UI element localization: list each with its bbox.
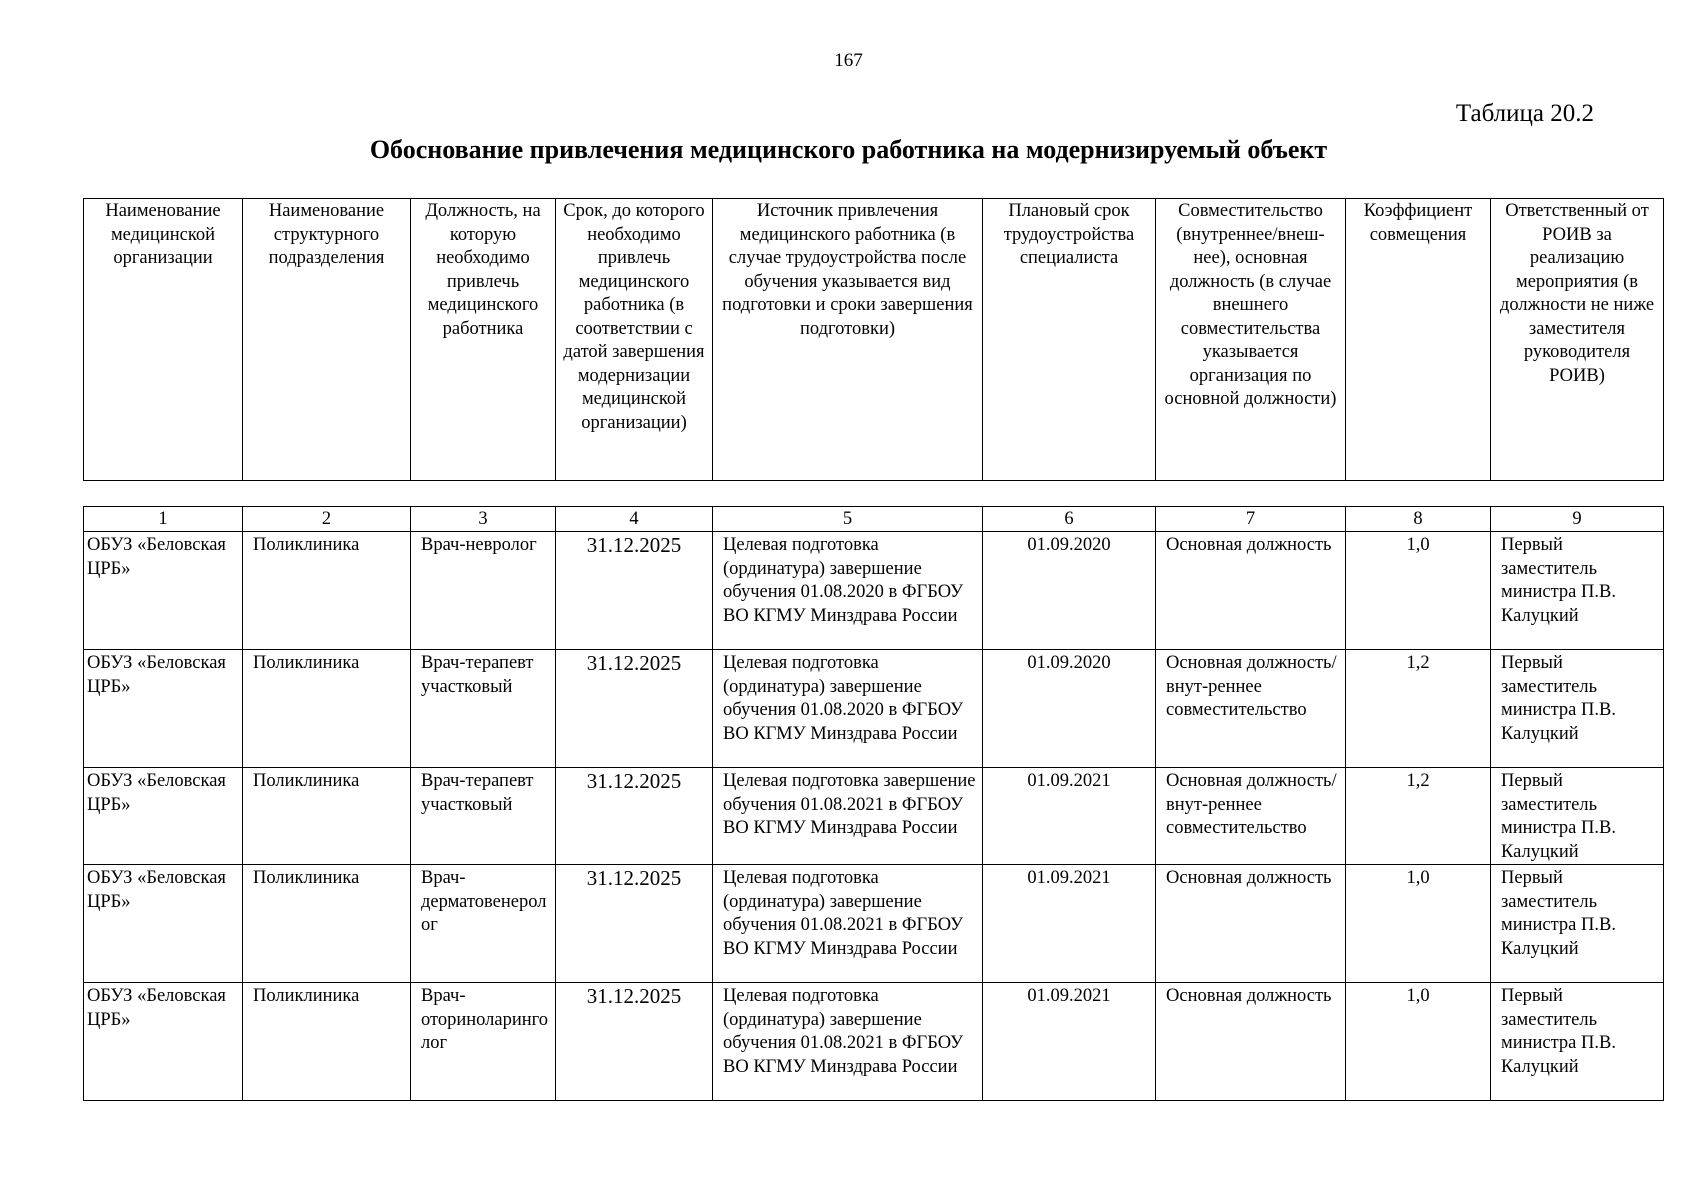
table-row — [84, 768, 1664, 865]
cell-planned-date: 01.09.2021 — [983, 983, 1156, 1101]
header-row — [84, 199, 1664, 481]
header-cell-deadline: Срок, до которого необходимо привлечь медицинского работника (в соответствии с датой завершения модернизации медицинской организации) — [556, 199, 713, 481]
column-number: 4 — [556, 507, 713, 532]
cell-org: ОБУЗ «Беловская ЦРБ» — [84, 650, 243, 768]
cell-combination: Основная должность/внут-реннее совместительство — [1156, 768, 1346, 865]
cell-org: ОБУЗ «Беловская ЦРБ» — [84, 865, 243, 983]
header-cell-planned-date: Плановый срок трудоустройства специалиста — [983, 199, 1156, 481]
cell-position: Врач-терапевт участковый — [411, 650, 556, 768]
cell-unit: Поликлиника — [243, 532, 411, 650]
cell-org: ОБУЗ «Беловская ЦРБ» — [84, 768, 243, 865]
cell-planned-date: 01.09.2021 — [983, 865, 1156, 983]
cell-combination: Основная должность — [1156, 532, 1346, 650]
cell-position: Врач-дерматовенеролог — [411, 865, 556, 983]
cell-position: Врач-оториноларинголог — [411, 983, 556, 1101]
cell-source: Целевая подготовка (ординатура) завершение обучения 01.08.2020 в ФГБОУ ВО КГМУ Минздрава России — [713, 650, 983, 768]
column-number: 1 — [84, 507, 243, 532]
cell-unit: Поликлиника — [243, 865, 411, 983]
cell-deadline: 31.12.2025 — [556, 650, 713, 768]
cell-coefficient: 1,2 — [1346, 650, 1491, 768]
cell-unit: Поликлиника — [243, 650, 411, 768]
cell-source: Целевая подготовка (ординатура) завершение обучения 01.08.2021 в ФГБОУ ВО КГМУ Минздрава России — [713, 865, 983, 983]
header-cell-responsible: Ответственный от РОИВ за реализацию мероприятия (в должности не ниже заместителя руководителя РОИВ) — [1491, 199, 1664, 481]
header-cell-source: Источник привлечения медицинского работника (в случае трудоустройства после обучения указывается вид подготовки и сроки завершения подготовки) — [713, 199, 983, 481]
cell-deadline: 31.12.2025 — [556, 768, 713, 865]
table-label: Таблица 20.2 — [1455, 100, 1594, 127]
cell-responsible: Первый заместитель министра П.В. Калуцкий — [1491, 650, 1664, 768]
cell-org: ОБУЗ «Беловская ЦРБ» — [84, 983, 243, 1101]
cell-source: Целевая подготовка завершение обучения 01.08.2021 в ФГБОУ ВО КГМУ Минздрава России — [713, 768, 983, 865]
header-cell-coefficient: Коэффициент совмещения — [1346, 199, 1491, 481]
table-row — [84, 865, 1664, 983]
cell-position: Врач-терапевт участковый — [411, 768, 556, 865]
column-number: 8 — [1346, 507, 1491, 532]
cell-responsible: Первый заместитель министра П.В. Калуцкий — [1491, 983, 1664, 1101]
cell-deadline: 31.12.2025 — [556, 983, 713, 1101]
data-table — [83, 506, 1664, 1101]
header-cell-combination: Совместительство (внутреннее/внеш-нее), основная должность (в случае внешнего совместительства указывается организация по основной должности) — [1156, 199, 1346, 481]
header-cell-org: Наименование медицинской организации — [84, 199, 243, 481]
cell-planned-date: 01.09.2020 — [983, 532, 1156, 650]
cell-unit: Поликлиника — [243, 983, 411, 1101]
table-row — [84, 650, 1664, 768]
cell-combination: Основная должность/внут-реннее совместительство — [1156, 650, 1346, 768]
cell-position: Врач-невролог — [411, 532, 556, 650]
header-table — [83, 198, 1664, 481]
cell-unit: Поликлиника — [243, 768, 411, 865]
cell-deadline: 31.12.2025 — [556, 865, 713, 983]
table-row — [84, 532, 1664, 650]
cell-coefficient: 1,2 — [1346, 768, 1491, 865]
cell-source: Целевая подготовка (ординатура) завершение обучения 01.08.2020 в ФГБОУ ВО КГМУ Минздрава России — [713, 532, 983, 650]
table-row — [84, 983, 1664, 1101]
document-title: Обоснование привлечения медицинского работника на модернизируемый объект — [369, 135, 1328, 164]
cell-deadline: 31.12.2025 — [556, 532, 713, 650]
cell-coefficient: 1,0 — [1346, 865, 1491, 983]
cell-planned-date: 01.09.2020 — [983, 650, 1156, 768]
cell-source: Целевая подготовка (ординатура) завершение обучения 01.08.2021 в ФГБОУ ВО КГМУ Минздрава России — [713, 983, 983, 1101]
header-cell-position: Должность, на которую необходимо привлечь медицинского работника — [411, 199, 556, 481]
column-number: 5 — [713, 507, 983, 532]
cell-org: ОБУЗ «Беловская ЦРБ» — [84, 532, 243, 650]
column-number: 6 — [983, 507, 1156, 532]
cell-combination: Основная должность — [1156, 983, 1346, 1101]
cell-combination: Основная должность — [1156, 865, 1346, 983]
column-number: 3 — [411, 507, 556, 532]
column-number: 2 — [243, 507, 411, 532]
cell-planned-date: 01.09.2021 — [983, 768, 1156, 865]
cell-coefficient: 1,0 — [1346, 983, 1491, 1101]
cell-responsible: Первый заместитель министра П.В. Калуцкий — [1491, 532, 1664, 650]
cell-responsible: Первый заместитель министра П.В. Калуцкий — [1491, 768, 1664, 865]
column-number-row — [84, 507, 1664, 532]
column-number: 9 — [1491, 507, 1664, 532]
cell-coefficient: 1,0 — [1346, 532, 1491, 650]
header-cell-unit: Наименование структурного подразделения — [243, 199, 411, 481]
page-number: 167 — [834, 50, 863, 71]
cell-responsible: Первый заместитель министра П.В. Калуцкий — [1491, 865, 1664, 983]
column-number: 7 — [1156, 507, 1346, 532]
